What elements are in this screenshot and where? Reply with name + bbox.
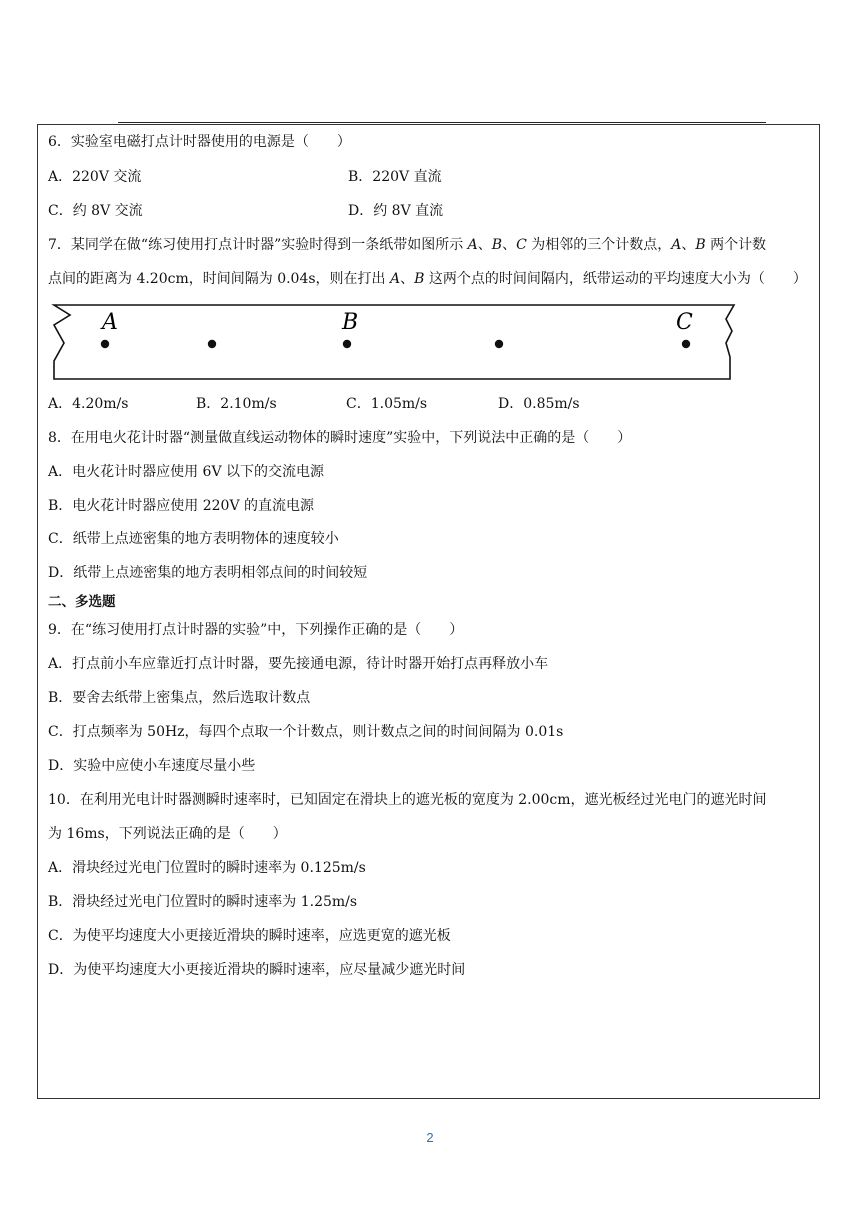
tape-dot bbox=[495, 340, 503, 348]
q10-option-d: D．为使平均速度大小更接近滑块的瞬时速率，应尽量减少遮光时间 bbox=[48, 962, 466, 978]
tape-dot bbox=[101, 340, 109, 348]
q8-stem: 8．在用电火花计时器“测量做直线运动物体的瞬时速度”实验中，下列说法中正确的是（ ） bbox=[48, 430, 632, 446]
tape-dot bbox=[208, 340, 216, 348]
tape-dot bbox=[682, 340, 690, 348]
q7-option-d: D．0.85m/s bbox=[498, 396, 580, 412]
q6-option-b: B．220V 直流 bbox=[348, 169, 442, 185]
q6-option-a: A．220V 交流 bbox=[48, 169, 142, 185]
q7-stem-line2: 点间的距离为 4.20cm，时间间隔为 0.04s，则在打出 A、B 这两个点的时间间隔内，纸带运动的平均速度大小为（ ） bbox=[48, 271, 807, 287]
q8-option-c: C．纸带上点迹密集的地方表明物体的速度较小 bbox=[48, 531, 339, 547]
q7-option-a: A．4.20m/s bbox=[48, 396, 129, 412]
q6-option-d: D．约 8V 直流 bbox=[348, 203, 444, 219]
q7-option-b: B．2.10m/s bbox=[196, 396, 277, 412]
q10-option-b: B．滑块经过光电门位置时的瞬时速率为 1.25m/s bbox=[48, 894, 358, 910]
section-heading: 二、多选题 bbox=[48, 594, 116, 610]
q10-option-c: C．为使平均速度大小更接近滑块的瞬时速率，应选更宽的遮光板 bbox=[48, 928, 451, 944]
q10-option-a: A．滑块经过光电门位置时的瞬时速率为 0.125m/s bbox=[48, 860, 366, 876]
q9-stem: 9．在“练习使用打点计时器的实验”中，下列操作正确的是（ ） bbox=[48, 622, 464, 638]
q9-option-b: B．要舍去纸带上密集点，然后选取计数点 bbox=[48, 690, 311, 706]
question-frame bbox=[37, 124, 820, 1099]
q9-option-d: D．实验中应使小车速度尽量小些 bbox=[48, 758, 256, 774]
q7-option-c: C．1.05m/s bbox=[346, 396, 428, 412]
q6-option-c: C．约 8V 交流 bbox=[48, 203, 143, 219]
tape-label-a: A bbox=[102, 310, 118, 335]
q8-option-b: B．电火花计时器应使用 220V 的直流电源 bbox=[48, 498, 315, 514]
tape-dot bbox=[343, 340, 351, 348]
q6-stem: 6．实验室电磁打点计时器使用的电源是（ ） bbox=[48, 134, 351, 150]
page-number: 2 bbox=[426, 1130, 434, 1145]
q10-stem-line2: 为 16ms，下列说法正确的是（ ） bbox=[48, 826, 287, 842]
tape-outline bbox=[54, 305, 734, 379]
tape-label-b: B bbox=[342, 310, 359, 335]
header-rule bbox=[118, 122, 766, 123]
q8-option-a: A．电火花计时器应使用 6V 以下的交流电源 bbox=[48, 464, 325, 480]
q8-option-d: D．纸带上点迹密集的地方表明相邻点间的时间较短 bbox=[48, 565, 368, 581]
q9-option-c: C．打点频率为 50Hz，每四个点取一个计数点，则计数点之间的时间间隔为 0.01s bbox=[48, 724, 564, 740]
q9-option-a: A．打点前小车应靠近打点计时器，要先接通电源，待计时器开始打点再释放小车 bbox=[48, 656, 549, 672]
paper-tape-figure bbox=[46, 303, 736, 383]
q7-stem-line1: 7．某同学在做“练习使用打点计时器”实验时得到一条纸带如图所示 A、B、C 为相邻的三个计数点，A、B 两个计数 bbox=[48, 237, 767, 253]
tape-label-c: C bbox=[676, 310, 693, 335]
q10-stem-line1: 10．在利用光电计时器测瞬时速率时，已知固定在滑块上的遮光板的宽度为 2.00cm，遮光板经过光电门的遮光时间 bbox=[48, 792, 767, 808]
